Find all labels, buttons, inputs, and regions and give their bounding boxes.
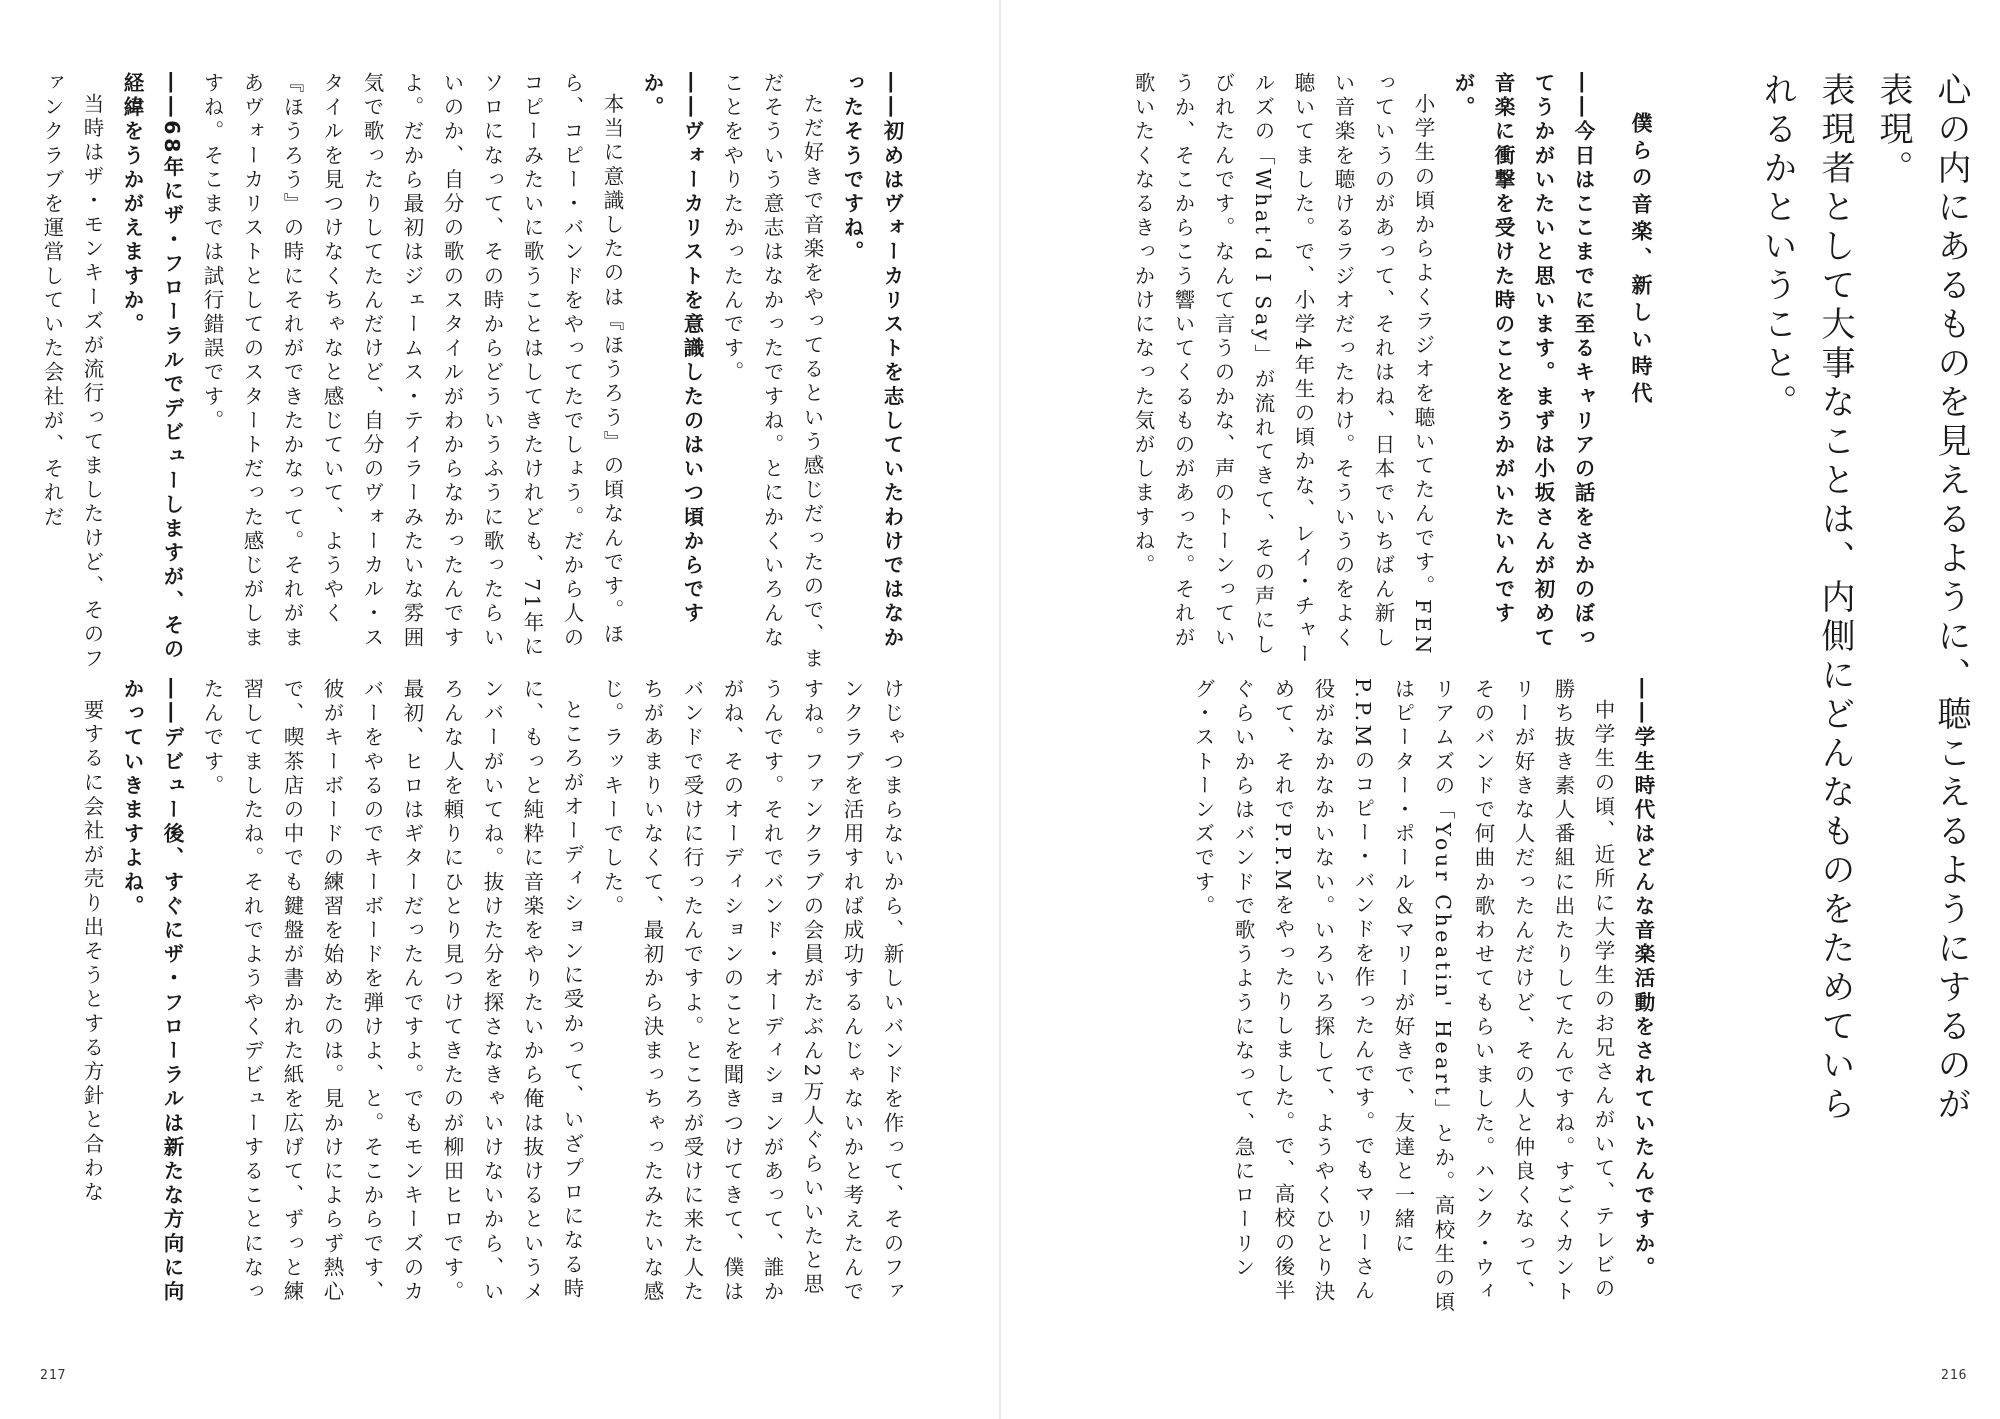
right-upper-block (1098, 72, 1603, 672)
interview-question: ――ヴォーカリストを意識したのはいつ頃からですか。 (640, 72, 704, 627)
left-lower-block (72, 678, 912, 1318)
headline-line-2: 表現者として大事なことは、内側にどんなものをためていられるかということ。 (1757, 72, 1855, 1125)
page-gutter (999, 0, 1001, 1419)
interview-question: ――学生時代はどんな音楽活動をされていたんですか。 (1631, 678, 1655, 1281)
interview-question: ――68年にザ・フローラルでデビューしますが、その経緯をうかがえますか。 (120, 72, 184, 663)
page-number-right: 216 (1941, 1368, 1968, 1383)
interview-answer: 中学生の頃、近所に大学生のお兄さんがいて、テレビの勝ち抜き素人番組に出たりしてたんですね。すごくカントリーが好きな人だったんだけど、その人と仲良くなって、そのバンドで何曲か歌わせてもらいました。ハンク・ウィリアムズの「Your Cheatin' Heart」とか。高校生の頃はピーター・ポール＆マリーが好きで、友達と一緒にP.P.Mのコピー・バンドを作ったんです。でもマリーさん役がなかなかいない。いろいろ探して、ようやくひとり決めて、それでP.P.Mをやったりしました。で、高校の後半ぐらいからはバンドで歌うようになって、急にローリング・ストーンズです。 (1191, 678, 1615, 1316)
right-lower-block (1098, 678, 1663, 1318)
interview-answer: 本当に意識したのは『ほうろう』の頃なんです。ほら、コピー・バンドをやってたでしょう。だから人のコピーみたいに歌うことはしてきたけれども、71年にソロになって、その時からどういうふうに歌ったらいいのか、自分の歌のスタイルがわからなかったんですよ。だから最初はジェームス・テイラーみたいな雰囲気で歌ったりしてたんだけど、自分のヴォーカル・スタイルを見つけなくちゃなと感じていて、ようやく『ほうろう』の時にそれができたかなって。それがまあヴォーカリストとしてのスタートだった感じがしますね。そこまでは試行錯誤です。 (200, 72, 624, 660)
interview-answer-continued: けじゃつまらないから、新しいバンドを作って、そのファンクラブを活用すれば成功するんじゃないかと考えたんですね。ファンクラブの会員がたぶん2万人ぐらいいたと思うんです。それでバンド・オーディションがあって、誰かがね、そのオーディションのことを聞きつけてきて、僕はバンドで受けに行ったんですよ。ところが受けに来た人たちがあまりいなくて、最初から決まっちゃったみたいな感じ。ラッキーでした。 (600, 678, 904, 1305)
interview-answer: ところがオーディションに受かって、いざプロになる時に、もっと純粋に音楽をやりたいから俺は抜けるというメンバーがいてね。抜けた分を探さなきゃいけないから、いろんな人を頼りにひとり見つけてきたのが柳田ヒロです。最初、ヒロはギターだったんですよ。でもモンキーズのカバーをやるのでキーボードを弾けよ、と。そこからです、彼がキーボードの練習を始めたのは。見かけによらず熱心で、喫茶店の中でも鍵盤が書かれた紙を広げて、ずっと練習してましたね。それでようやくデビューすることになったんです。 (200, 678, 584, 1305)
interview-question: ――デビュー後、すぐにザ・フローラルは新たな方向に向かっていきますよね。 (120, 678, 184, 1305)
interview-question: ――初めはヴォーカリストを志していたわけではなかったそうですね。 (840, 72, 904, 651)
section-title: 僕らの音楽、新しい時代 (1629, 112, 1653, 409)
interview-answer: 小学生の頃からよくラジオを聴いてたんです。FENっていうのがあって、それはね、日本でいちばん新しい音楽を聴けるラジオだったわけ。そういうのをよく聴いてました。で、小学4年生の頃かな、レイ・チャールズの「What'd I Say」が流れてきて、その声にしびれたんです。なんて言うのかな、声のトーンっていうか、そこからこう響いてくるものがあった。それが歌いたくなるきっかけになった気がしますね。 (1131, 72, 1435, 668)
left-upper-block (40, 72, 912, 672)
interview-answer: 要するに会社が売り出そうとする方針と合わな (80, 698, 104, 1205)
interview-question: ――今日はここまでに至るキャリアの話をさかのぼってうかがいたいと思います。まずは小坂さんが初めて音楽に衝撃を受けた時のことをうかがいたいんですが。 (1451, 72, 1595, 651)
interview-answer: ただ好きで音楽をやってるという感じだったので、まだそういう意志はなかったですね。とにかくいろんなことをやりたかったんです。 (720, 72, 824, 671)
page-number-left: 217 (40, 1368, 67, 1383)
interview-answer: 当時はザ・モンキーズが流行ってましたけど、そのファンクラブを運営していた会社が、それだ (40, 72, 104, 671)
headline (1757, 72, 1980, 1132)
headline-line-1: 心の内にあるものを見えるように、聴こえるようにするのが表現。 (1873, 72, 1971, 1125)
